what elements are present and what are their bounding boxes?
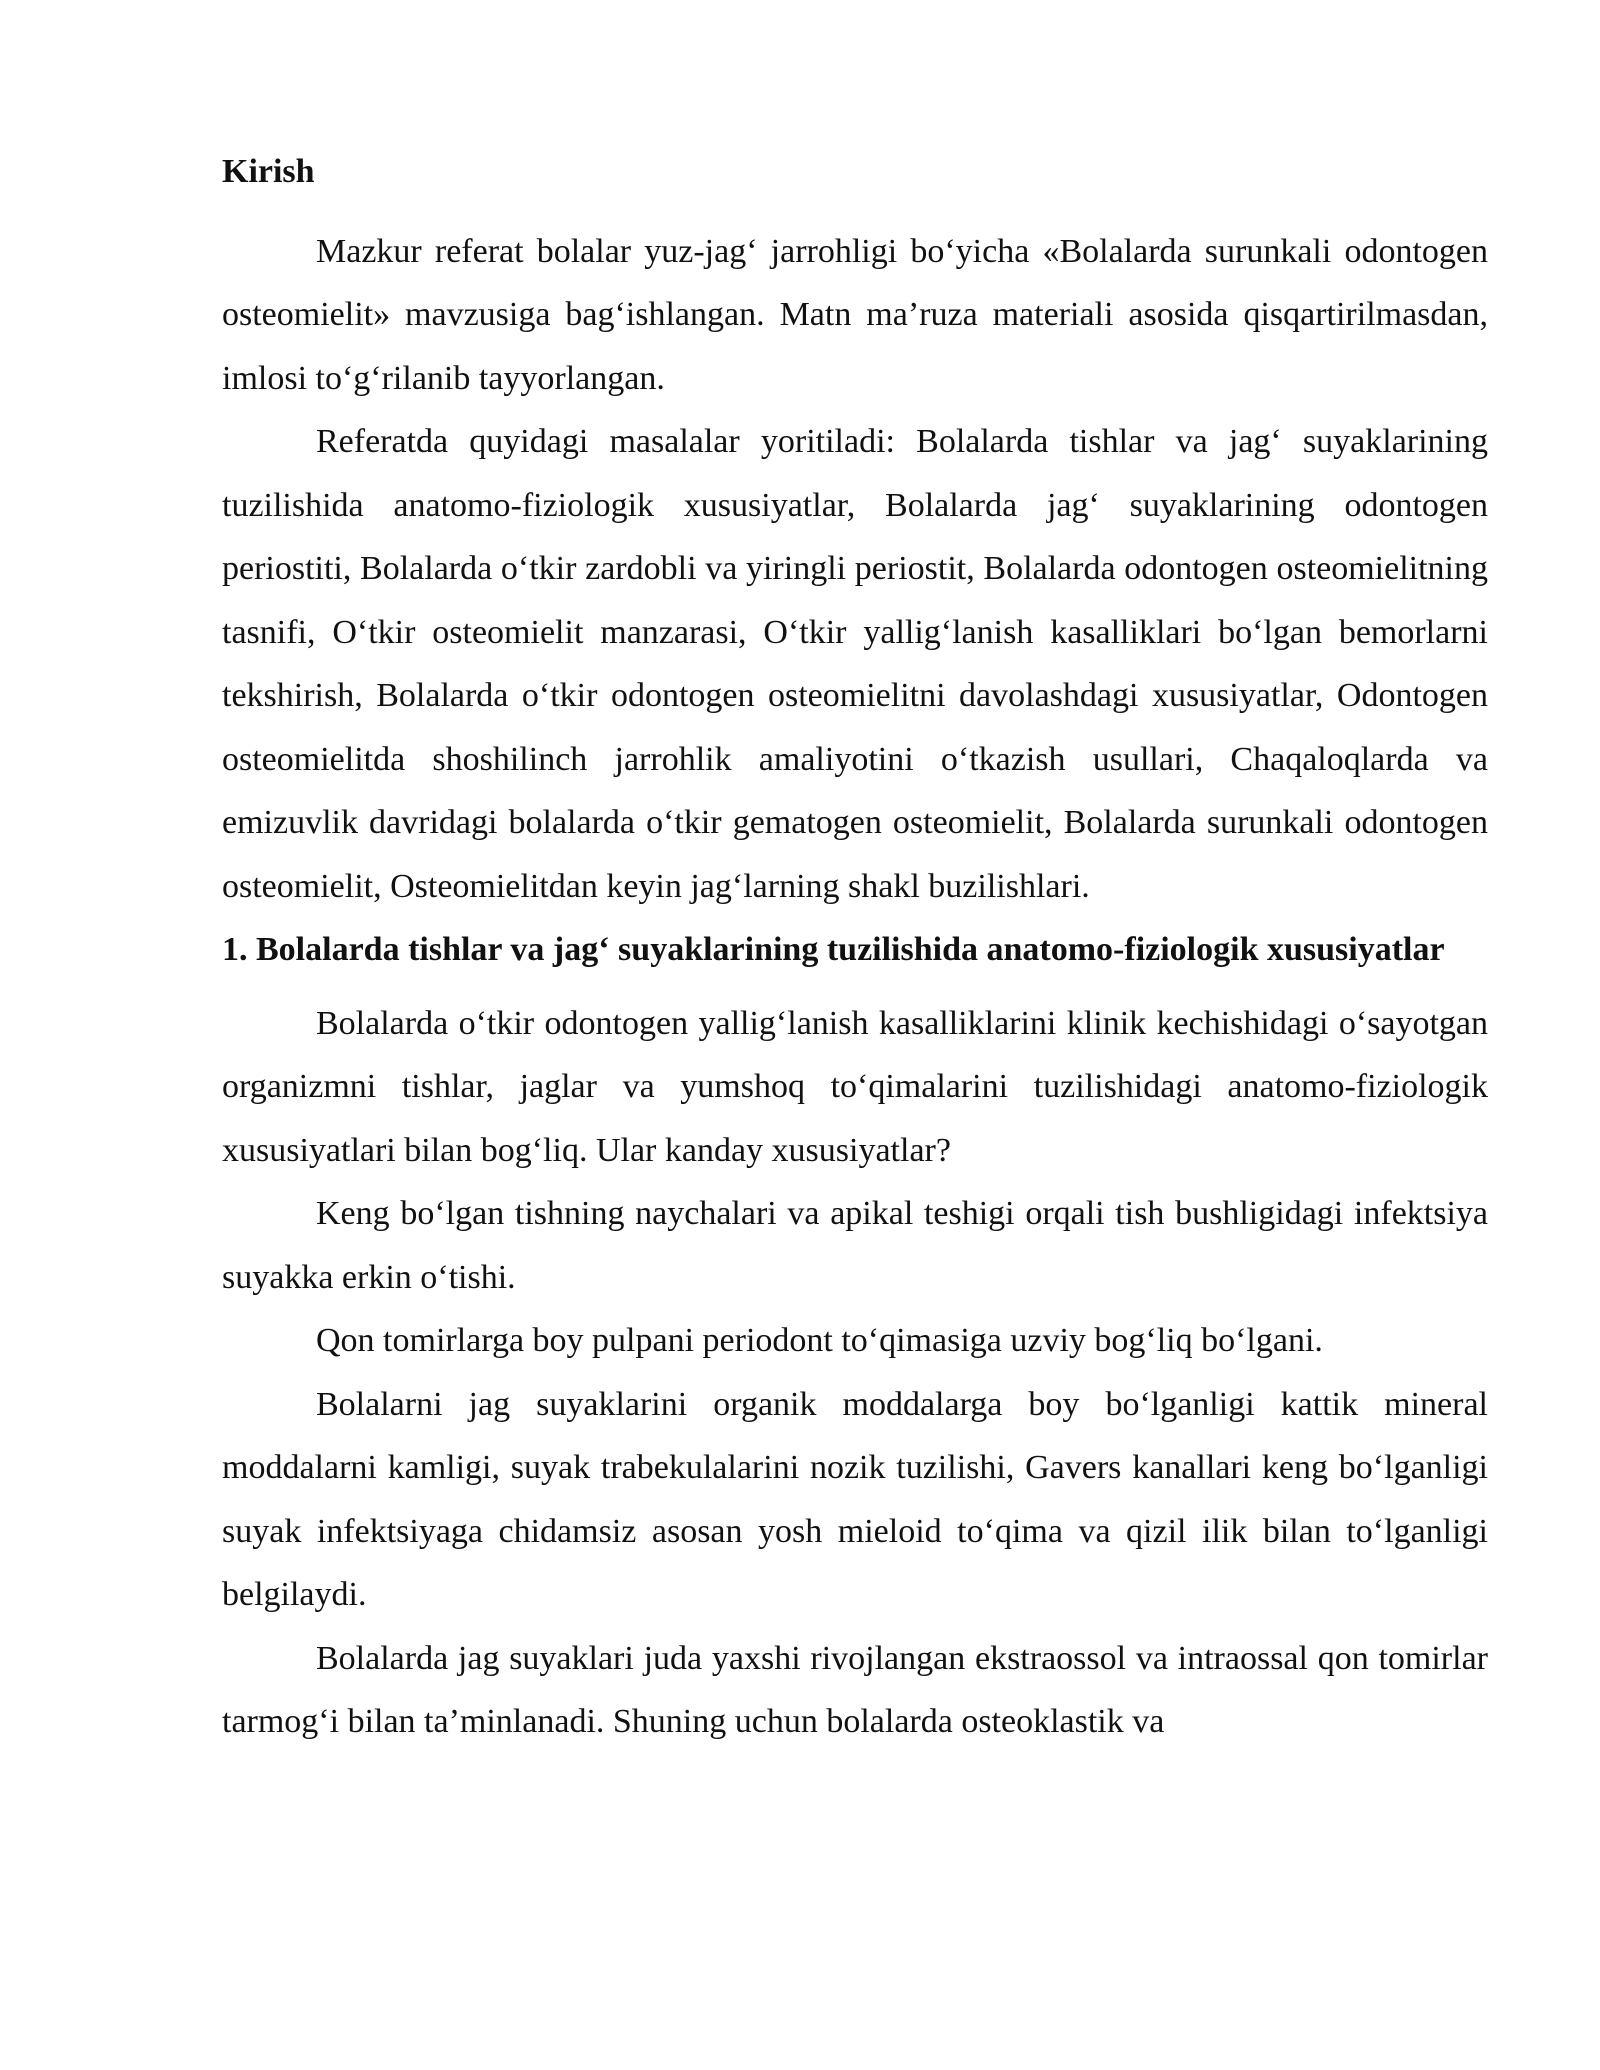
intro-paragraph-1: Mazkur referat bolalar yuz-jag‘ jarrohligi bo‘yicha «Bolalarda surunkali odontogen osteomielit» mavzusiga bag‘ishlangan. Matn ma’ruza materiali asosida qisqartirilmasdan, imlosi to‘g‘rilanib tayyorlangan. <box>222 232 1488 397</box>
section-1-paragraph-3: Qon tomirlarga boy pulpani periodont to‘qimasiga uzviy bog‘liq bo‘lgani. <box>316 1322 1323 1359</box>
intro-paragraph-2: Referatda quyidagi masalalar yoritiladi: Bolalarda tishlar va jag‘ suyaklarining tuzilishida anatomo-fiziologik xususiyatlar, Bolalarda jag‘ suyaklarining odontogen periostiti, Bolalarda o‘tkir zardobli va yiringli periostit, Bolalarda odontogen osteomielitning tasnifi, O‘tkir osteomielit manzarasi, O‘tkir yallig‘lanish kasalliklari bo‘lgan bemorlarni tekshirish, Bolalarda o‘tkir odontogen osteomielitni davolashdagi xususiyatlar, Odontogen osteomielitda shoshilinch jarrohlik amaliyotini o‘tkazish usullari, Chaqaloqlarda va emizuvlik davridagi bolalarda o‘tkir gematogen osteomielit, Bolalarda surunkali odontogen osteomielit, Osteomielitdan keyin jag‘larning shakl buzilishlari. <box>222 423 1488 905</box>
section-1-paragraph-1: Bolalarda o‘tkir odontogen yallig‘lanish kasalliklarini klinik kechishidagi o‘sayotgan organizmni tishlar, jaglar va yumshoq to‘qimalarini tuzilishidagi anatomo-fiziologik xususiyatlari bilan bog‘liq. Ular kanday xususiyatlar? <box>222 1004 1488 1169</box>
section-1-paragraph-2: Keng bo‘lgan tishning naychalari va apikal teshigi orqali tish bushligidagi infektsiya suyakka erkin o‘tishi. <box>222 1195 1488 1296</box>
section-1-paragraph-5: Bolalarda jag suyaklari juda yaxshi rivojlangan ekstraossol va intraossal qon tomirlar tarmog‘i bilan ta’minlanadi. Shuning uchun bolalarda osteoklastik va <box>222 1639 1488 1740</box>
intro-heading: Kirish <box>222 153 315 190</box>
section-1-paragraph-4: Bolalarni jag suyaklarini organik moddalarga boy bo‘lganligi kattik mineral moddalarni kamligi, suyak trabekulalarini nozik tuzilishi, Gavers kanallari keng bo‘lganligi suyak infektsiyaga chidamsiz asosan yosh mieloid to‘qima va qizil ilik bilan to‘lganligi belgilaydi. <box>222 1385 1488 1613</box>
document-page <box>222 140 1488 1754</box>
section-1-heading: 1. Bolalarda tishlar va jag‘ suyaklarining tuzilishida anatomo-fiziologik xususiyatlar <box>222 931 1445 968</box>
